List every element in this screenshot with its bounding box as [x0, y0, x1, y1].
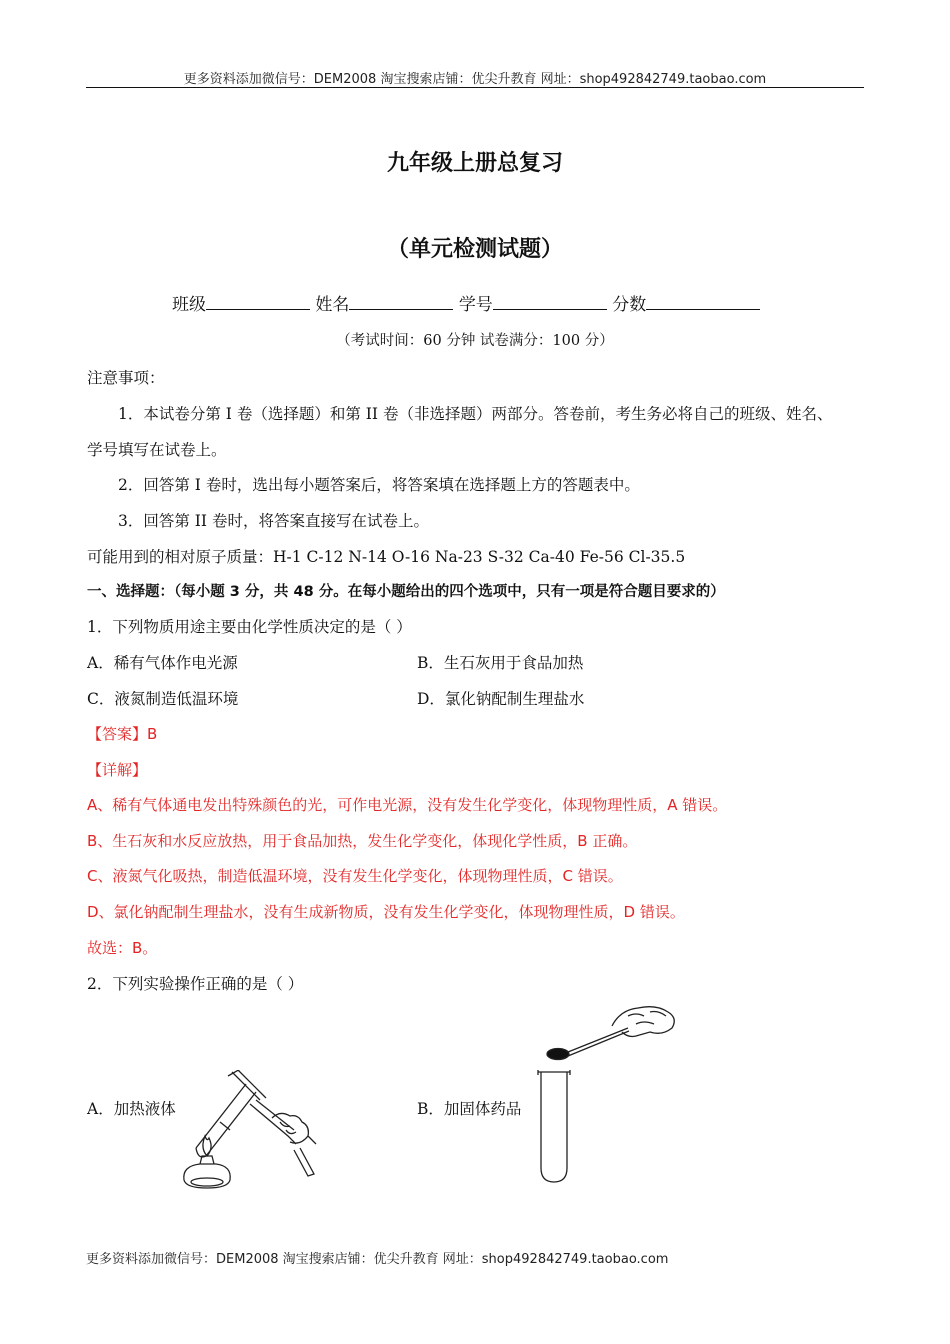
q1-explanation-a: A、稀有气体通电发出特殊颜色的光，可作电光源，没有发生化学变化，体现物理性质，A 错误。 [87, 796, 728, 814]
q1-option-c[interactable]: C．液氮制造低温环境 [87, 690, 239, 708]
page-title: 九年级上册总复习 [386, 151, 563, 176]
q2-option-a[interactable]: A．加热液体 [87, 1100, 176, 1118]
notes-title: 注意事项： [87, 369, 165, 387]
score-label: 分数 [612, 295, 647, 315]
note-item-1: 1．本试卷分第 I 卷（选择题）和第 II 卷（非选择题）两部分。答卷前，考生务必将自己的班级、姓名、 [118, 405, 833, 423]
q1-detail-label: 【详解】 [87, 761, 148, 779]
q1-option-b[interactable]: B．生石灰用于食品加热 [417, 654, 584, 672]
exam-meta: （考试时间：60 分钟 试卷满分：100 分） [336, 333, 614, 349]
page-footer: 更多资料添加微信号：DEM2008 淘宝搜索店铺：优尖升教育 网址：shop492842749.taobao.com [86, 1252, 669, 1267]
note-item-3: 3．回答第 II 卷时，将答案直接写在试卷上。 [118, 512, 429, 530]
note-item-2: 2．回答第 I 卷时，选出每小题答案后，将答案填在选择题上方的答题表中。 [118, 476, 640, 494]
score-blank[interactable] [646, 293, 760, 310]
q1-option-d[interactable]: D．氯化钠配制生理盐水 [417, 690, 585, 708]
q1-explanation-b: B、生石灰和水反应放热，用于食品加热，发生化学变化，体现化学性质，B 正确。 [87, 832, 638, 850]
q1-stem: 1．下列物质用途主要由化学性质决定的是（ ） [87, 618, 412, 636]
q1-explanation-c: C、液氮气化吸热，制造低温环境，没有发生化学变化，体现物理性质，C 错误。 [87, 867, 623, 885]
page-subtitle: （单元检测试题） [386, 237, 563, 262]
heating-liquid-illustration [176, 1070, 326, 1196]
atomic-masses: 可能用到的相对原子质量：H-1 C-12 N-14 O-16 Na-23 S-32 Ca-40 Fe-56 Cl-35.5 [87, 548, 686, 566]
student-info-line [172, 290, 760, 315]
q1-conclusion: 故选：B。 [87, 939, 158, 957]
class-blank[interactable] [206, 293, 310, 310]
page-header: 更多资料添加微信号：DEM2008 淘宝搜索店铺：优尖升教育 网址：shop492842749.taobao.com [183, 72, 767, 87]
adding-solid-illustration [532, 996, 680, 1186]
class-label: 班级 [172, 295, 206, 315]
q1-option-a[interactable]: A．稀有气体作电光源 [87, 654, 238, 672]
number-blank[interactable] [493, 293, 607, 310]
q1-answer: 【答案】B [87, 725, 158, 743]
number-label: 学号 [458, 295, 493, 315]
q1-explanation-d: D、氯化钠配制生理盐水，没有生成新物质，没有发生化学变化，体现物理性质，D 错误。 [87, 903, 685, 921]
note-item-1-cont: 学号填写在试卷上。 [87, 441, 227, 459]
q2-stem: 2．下列实验操作正确的是（ ） [87, 975, 304, 993]
header-divider [86, 87, 864, 88]
q2-option-b[interactable]: B．加固体药品 [417, 1100, 522, 1118]
name-label: 姓名 [315, 295, 350, 315]
name-blank[interactable] [349, 293, 453, 310]
section-heading: 一、选择题：（每小题 3 分，共 48 分。在每小题给出的四个选项中，只有一项是符合题目要求的） [87, 584, 725, 600]
